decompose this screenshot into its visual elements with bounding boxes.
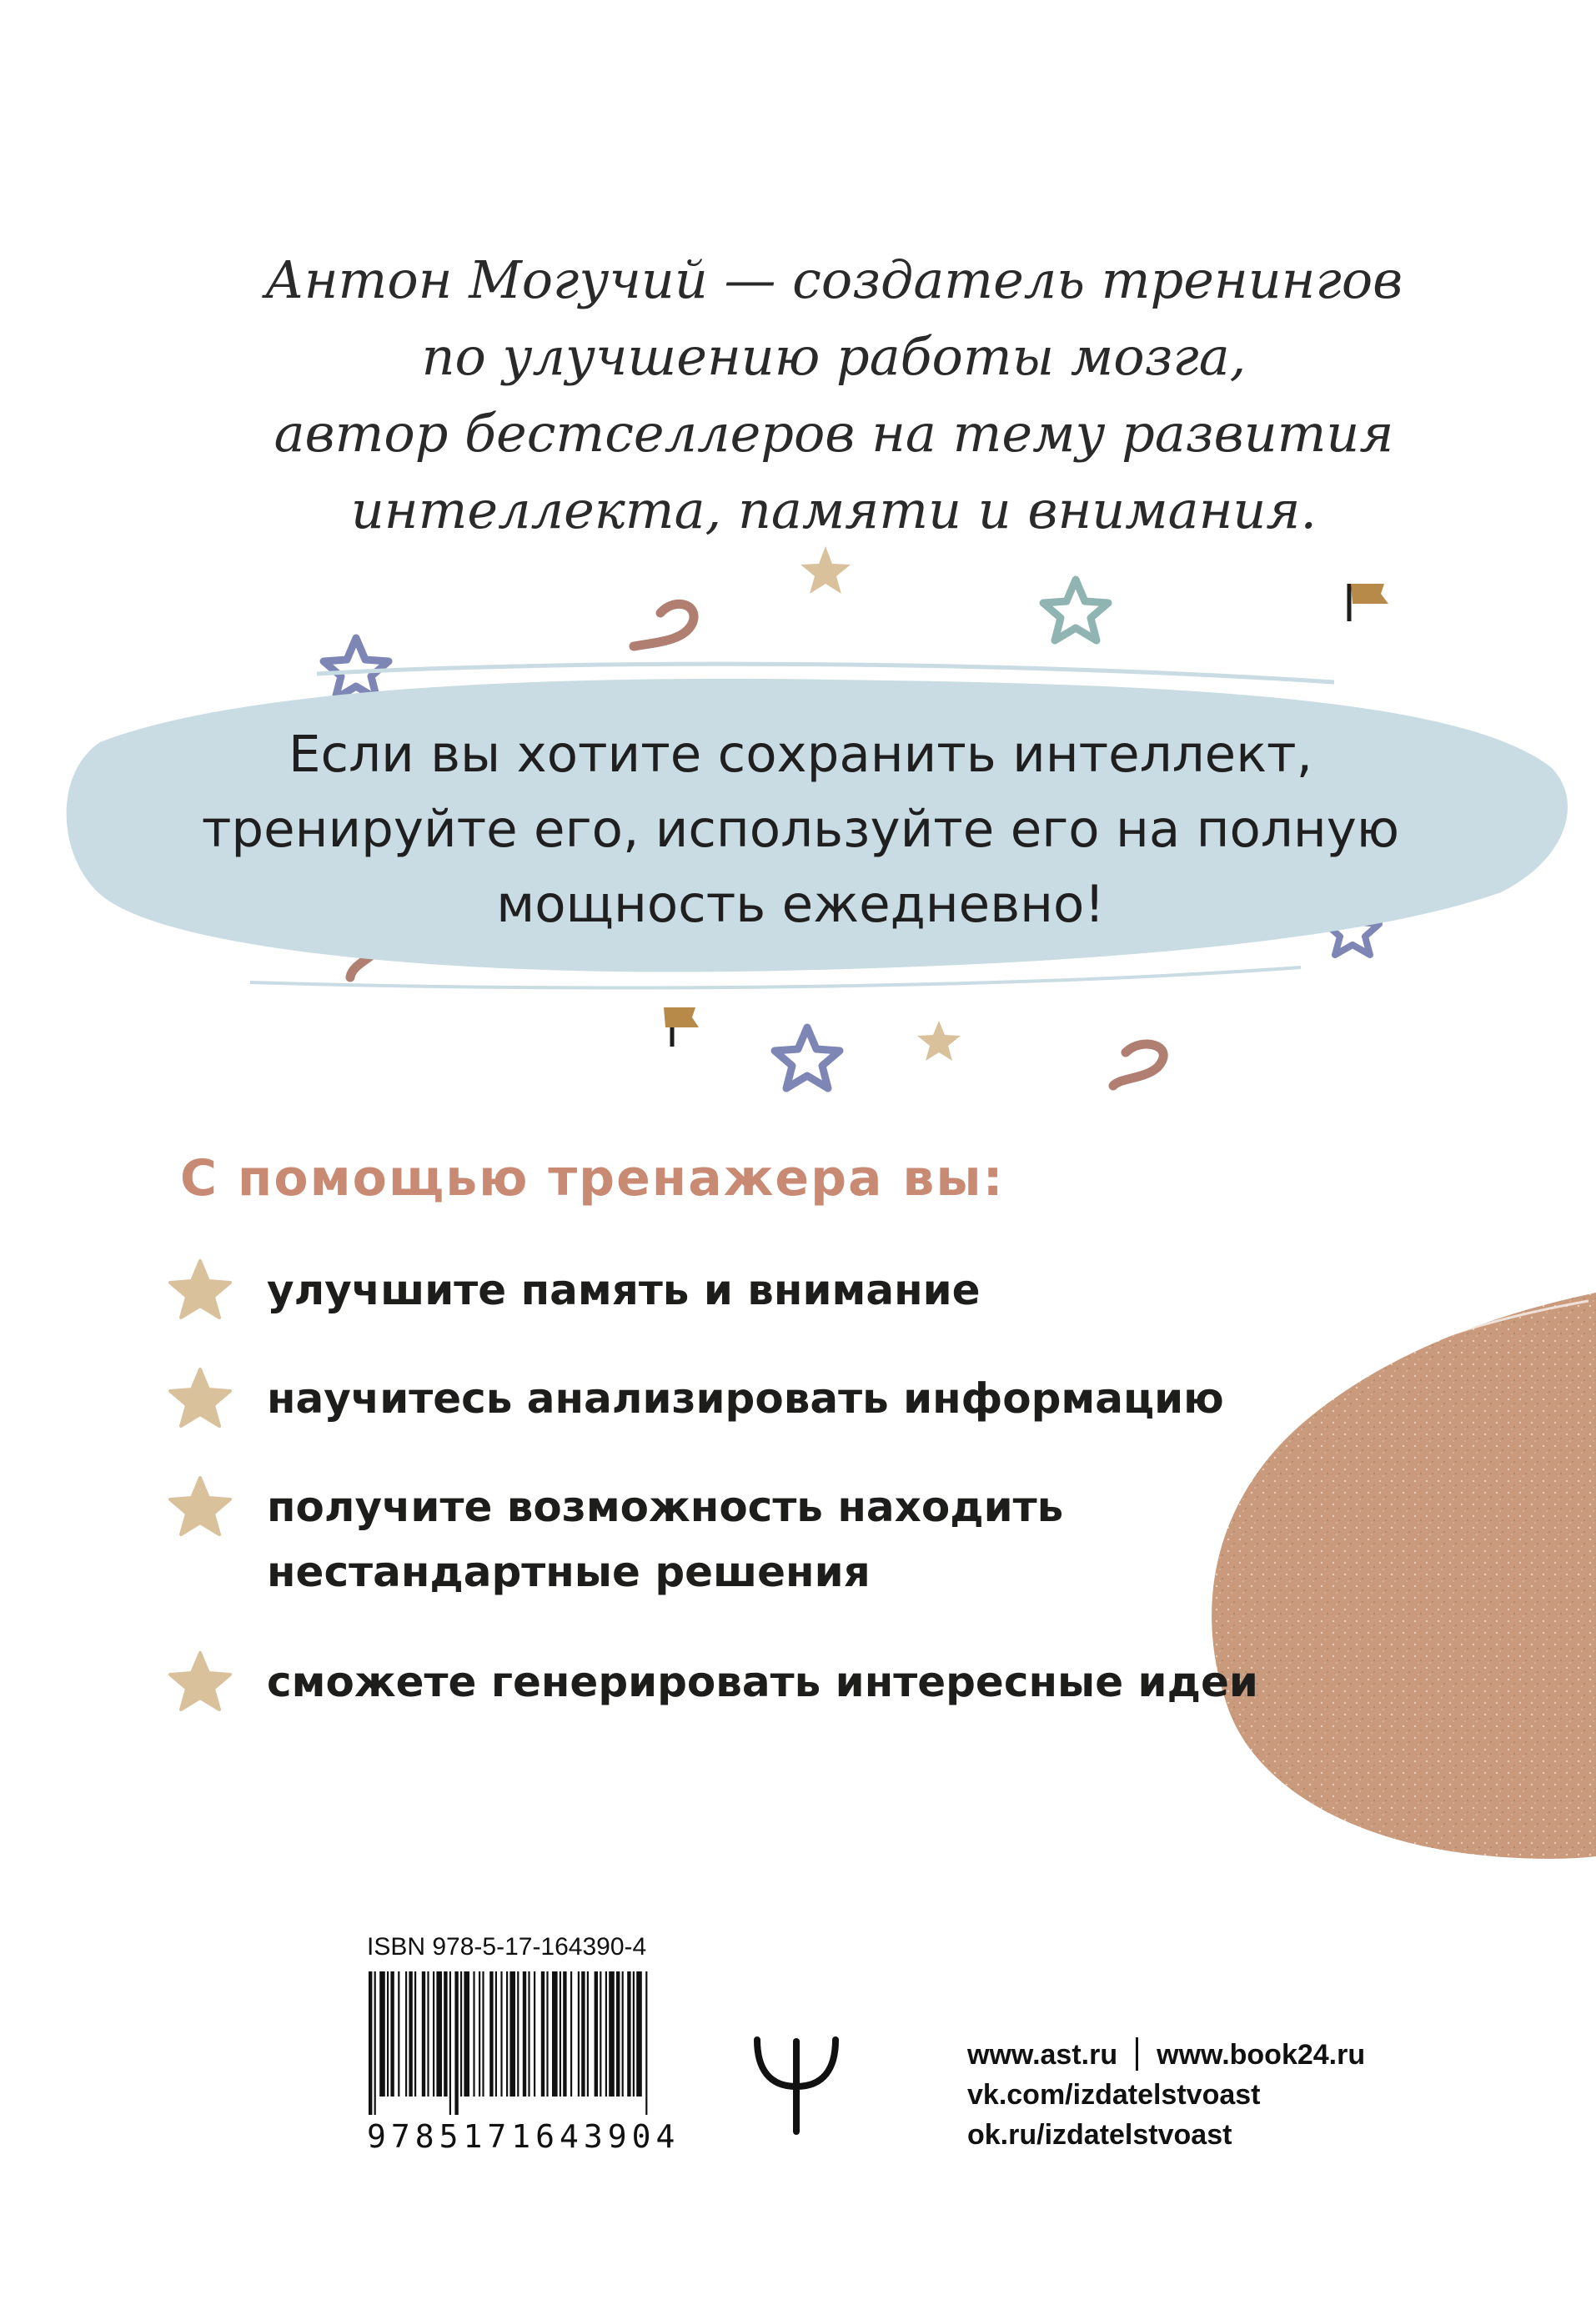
barcode-bar — [482, 1971, 484, 2097]
benefits-heading: С помощью тренажера вы: — [180, 1149, 1005, 1208]
benefit-item — [167, 1650, 1258, 1716]
barcode-bar — [578, 1971, 580, 2097]
star-icon — [775, 1027, 840, 1088]
benefit-item — [167, 1366, 1251, 1433]
barcode-bar — [427, 1971, 429, 2097]
benefit-text: научитесь анализировать информацию — [267, 1374, 1224, 1423]
flag-icon — [1349, 584, 1388, 621]
barcode-bar — [605, 1971, 607, 2097]
publisher-links — [967, 2035, 1365, 2155]
intro-line: интеллекта, памяти и внимания. — [350, 480, 1317, 540]
barcode-bar — [581, 1971, 585, 2097]
barcode-bar — [570, 1971, 572, 2097]
intro-line: автор бестселлеров на тему развития — [274, 403, 1394, 464]
barcode-bar — [390, 1971, 394, 2097]
benefit-text: сможете генерировать интересные идеи — [267, 1658, 1258, 1706]
benefit-line: получите возможность находить — [267, 1483, 1064, 1531]
barcode-bar — [517, 1971, 519, 2097]
barcode-bar — [645, 1971, 647, 2115]
barcode-bar — [587, 1971, 589, 2097]
barcode-bar — [506, 1971, 508, 2097]
barcode-bar — [627, 1971, 630, 2097]
barcode-bar — [509, 1971, 515, 2097]
barcode-bar — [534, 1971, 535, 2097]
star-icon — [167, 1258, 233, 1321]
barcode-bar — [489, 1971, 493, 2097]
psi-logo-icon — [750, 2035, 842, 2135]
barcode-bar — [444, 1971, 447, 2097]
barcode-bar — [409, 1971, 412, 2097]
barcode-bar — [454, 1971, 458, 2115]
barcode-bar — [473, 1971, 474, 2097]
barcode-number: 9785171643904 — [367, 2118, 680, 2155]
star-icon — [801, 546, 851, 594]
barcode-bar — [500, 1971, 502, 2097]
link-ok[interactable]: ok.ru/izdatelstvoast — [967, 2119, 1232, 2151]
link-ast[interactable]: www.ast.ru — [967, 2039, 1118, 2071]
benefit-text: улучшите память и внимание — [267, 1266, 981, 1314]
quote — [133, 717, 1468, 942]
barcode-bar — [449, 1971, 451, 2115]
barcode-bar — [600, 1971, 601, 2097]
barcode-bar — [398, 1971, 399, 2097]
quote-line: Если вы хотите сохранить интеллект, — [289, 725, 1312, 784]
barcode-bar — [405, 1971, 407, 2097]
barcode-bar — [433, 1971, 434, 2097]
barcode-bar — [374, 1971, 376, 2115]
barcode-bar — [595, 1971, 598, 2097]
intro-line: Антон Могучий — создатель тренингов — [264, 249, 1403, 310]
squiggle-icon — [1113, 1044, 1163, 1086]
star-icon — [167, 1474, 233, 1538]
squiggle-icon — [634, 604, 694, 646]
barcode-bar — [552, 1971, 558, 2097]
links-row-1 — [967, 2035, 1365, 2075]
benefit-text — [267, 1474, 1063, 1604]
barcode-bar — [616, 1971, 620, 2097]
barcode-bar — [609, 1971, 615, 2097]
barcode-bar — [460, 1971, 462, 2097]
barcode-bar — [422, 1971, 425, 2097]
star-icon — [167, 1366, 233, 1429]
intro-line: по улучшению работы мозга, — [421, 326, 1247, 387]
barcode-bar — [528, 1971, 529, 2097]
barcode-bar — [464, 1971, 469, 2097]
barcode-bar — [523, 1971, 526, 2097]
benefit-line: нестандартные решения — [267, 1548, 871, 1596]
barcode-bar — [622, 1971, 624, 2097]
link-book24[interactable]: www.book24.ru — [1157, 2039, 1366, 2071]
barcode-bar — [633, 1971, 635, 2097]
benefit-item — [167, 1258, 1251, 1324]
barcode-bar — [479, 1971, 480, 2097]
quote-line: тренируйте его, используйте его на полную — [201, 800, 1400, 859]
barcode-bar — [546, 1971, 548, 2097]
barcode-bar — [636, 1971, 642, 2097]
star-icon — [917, 1021, 961, 1061]
barcode-bar — [379, 1971, 385, 2097]
barcode-bar — [369, 1971, 372, 2115]
barcode-bar — [541, 1971, 545, 2097]
flag-icon — [664, 1007, 699, 1047]
link-vk[interactable]: vk.com/izdatelstvoast — [967, 2079, 1261, 2111]
star-icon — [167, 1650, 233, 1713]
barcode-bar — [436, 1971, 442, 2097]
barcode-bar — [414, 1971, 416, 2097]
benefit-item — [167, 1474, 1251, 1608]
barcode-bar — [495, 1971, 497, 2097]
isbn-label: ISBN 978-5-17-164390-4 — [367, 1933, 647, 1961]
star-icon — [1043, 580, 1108, 640]
barcode-bar — [560, 1971, 561, 2097]
barcode-bar — [563, 1971, 566, 2097]
quote-line: мощность ежедневно! — [496, 875, 1105, 934]
barcode-bar — [387, 1971, 389, 2097]
divider — [1136, 2037, 1138, 2071]
barcode-icon — [367, 1971, 650, 2115]
